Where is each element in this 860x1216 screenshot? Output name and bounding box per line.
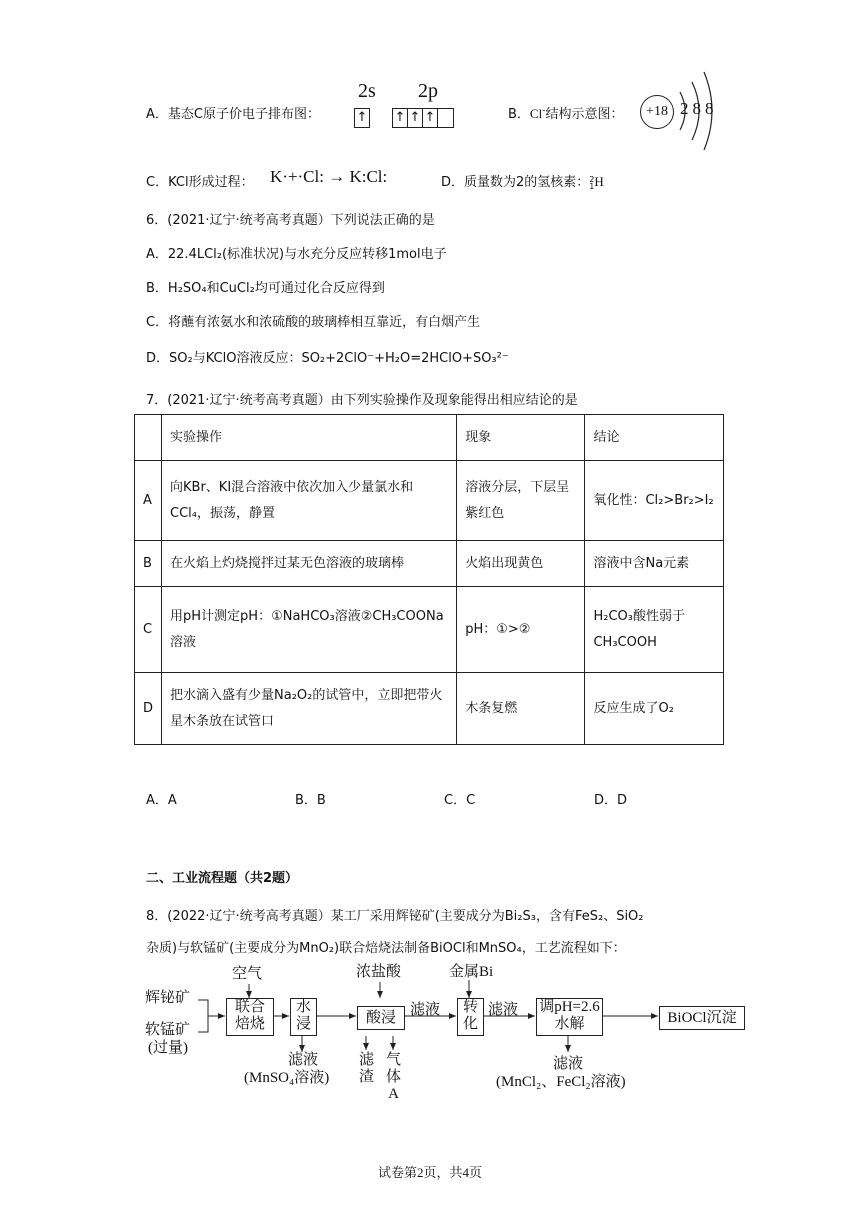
flow-box-product: BiOCl沉淀	[659, 1006, 745, 1030]
q5-option-d: D．质量数为2的氢核素：2 1H	[441, 174, 604, 191]
table-header-cell: 实验操作	[162, 415, 457, 461]
nucleus-circle: +18	[640, 95, 674, 129]
row-operation: 向KBr、KI混合溶液中依次加入少量氯水和CCl₄，振荡，静置	[162, 461, 457, 541]
row-phenomenon: 溶液分层，下层呈紫红色	[457, 461, 585, 541]
row-operation: 用pH计测定pH：①NaHCO₃溶液②CH₃COONa溶液	[162, 587, 457, 673]
row-operation: 把水滴入盛有少量Na₂O₂的试管中，立即把带火星木条放在试管口	[162, 673, 457, 745]
row-label: C	[135, 587, 162, 673]
flow-filtrate1: 滤液	[288, 1052, 319, 1068]
q8-stem-line2: 杂质)与软锰矿(主要成分为MnO₂)联合焙烧法制备BiOCl和MnSO₄，工艺流程如下：	[146, 941, 626, 956]
row-conclusion: 氧化性：Cl₂>Br₂>I₂	[585, 461, 724, 541]
table-row	[135, 587, 724, 673]
row-phenomenon: 火焰出现黄色	[457, 541, 585, 587]
row-label: A	[135, 461, 162, 541]
flow-filtrate2: 滤液	[410, 1002, 441, 1018]
orbital-2s-box	[354, 108, 370, 128]
q7-option-c: C．C	[444, 793, 476, 808]
table-row	[135, 461, 724, 541]
orbital-2p-label: 2p	[418, 80, 438, 102]
flowchart-arrows	[0, 960, 860, 1120]
q7-option-b: B．B	[295, 793, 326, 808]
orbital-electron: ↑	[408, 108, 423, 128]
flow-box-transform: 转化	[457, 998, 484, 1036]
orbital-2p-box	[392, 108, 454, 128]
q8-stem-line1: 8．(2022·辽宁·统考高考真题）某工厂采用辉铋矿(主要成分为Bi₂S₃，含有FeS₂、SiO₂	[146, 909, 644, 924]
flow-filtrate4: 滤液	[553, 1056, 584, 1072]
flow-gas-a: 气体A	[386, 1052, 402, 1102]
q6-stem: 6．(2021·辽宁·统考高考真题）下列说法正确的是	[146, 213, 435, 228]
flow-hcl: 浓盐酸	[356, 964, 402, 980]
table-row	[135, 541, 724, 587]
row-conclusion: 溶液中含Na元素	[585, 541, 724, 587]
q6-option-b: B．H₂SO₄和CuCl₂均可通过化合反应得到	[146, 281, 385, 296]
q6-option-d: D．SO₂与KClO溶液反应：SO₂+2ClO⁻+H₂O=2HClO+SO₃²⁻	[146, 351, 509, 366]
row-label: B	[135, 541, 162, 587]
page-footer: 试卷第2页，共4页	[377, 1165, 482, 1180]
orbital-electron: ↑	[423, 108, 438, 128]
flow-box-acid-leach: 酸浸	[357, 1006, 405, 1030]
table-header-row	[135, 415, 724, 461]
orbital-2s-label: 2s	[358, 80, 376, 102]
flow-ore2-note: (过量)	[148, 1040, 188, 1056]
q7-option-a: A．A	[146, 793, 177, 808]
flow-box-roast: 联合焙烧	[226, 998, 274, 1036]
row-conclusion: H₂CO₃酸性弱于CH₃COOH	[585, 587, 724, 673]
q5-option-a-label: A．基态C原子价电子排布图：	[146, 107, 320, 122]
flow-filtrate3: 滤液	[488, 1002, 519, 1018]
q7-option-d: D．D	[594, 793, 628, 808]
flow-filtrate4-note: (MnCl₂、FeCl₂溶液)	[496, 1074, 626, 1090]
row-operation: 在火焰上灼烧搅拌过某无色溶液的玻璃棒	[162, 541, 457, 587]
row-phenomenon: 木条复燃	[457, 673, 585, 745]
orbital-electron: ↑	[354, 108, 370, 128]
q6-option-a: A．22.4LCl₂(标准状况)与水充分反应转移1mol电子	[146, 247, 447, 262]
flow-residue: 滤渣	[359, 1052, 375, 1085]
flow-ore1: 辉铋矿	[145, 990, 191, 1006]
q5-option-b: B．Cl-结构示意图：	[508, 105, 624, 122]
row-label: D	[135, 673, 162, 745]
flow-bi-metal: 金属Bi	[449, 964, 494, 980]
flow-ore2: 软锰矿	[145, 1022, 191, 1038]
orbital-electron-empty	[438, 108, 454, 128]
kcl-formation-formula: K·+·Cl: → K:Cl:	[270, 167, 388, 186]
flow-air: 空气	[232, 966, 263, 982]
q5-option-c-label: C．KCl形成过程：	[146, 175, 254, 190]
flow-filtrate1-note: (MnSO₄溶液)	[244, 1070, 330, 1086]
experiment-table	[134, 414, 724, 745]
orbital-electron: ↑	[392, 108, 408, 128]
row-phenomenon: pH：①>②	[457, 587, 585, 673]
table-header-cell: 现象	[457, 415, 585, 461]
flow-box-water-leach: 水浸	[290, 998, 317, 1036]
row-conclusion: 反应生成了O₂	[585, 673, 724, 745]
table-header-cell	[135, 415, 162, 461]
section-title: 二、工业流程题（共2题）	[146, 871, 299, 886]
q6-option-c: C．将蘸有浓氨水和浓硫酸的玻璃棒相互靠近，有白烟产生	[146, 315, 481, 330]
q7-stem: 7．(2021·辽宁·统考高考真题）由下列实验操作及现象能得出相应结论的是	[146, 393, 578, 408]
table-header-cell: 结论	[585, 415, 724, 461]
flow-box-hydrolysis: 调pH=2.6 水解	[536, 998, 603, 1036]
electron-shell-counts: 288	[680, 99, 718, 118]
table-row	[135, 673, 724, 745]
